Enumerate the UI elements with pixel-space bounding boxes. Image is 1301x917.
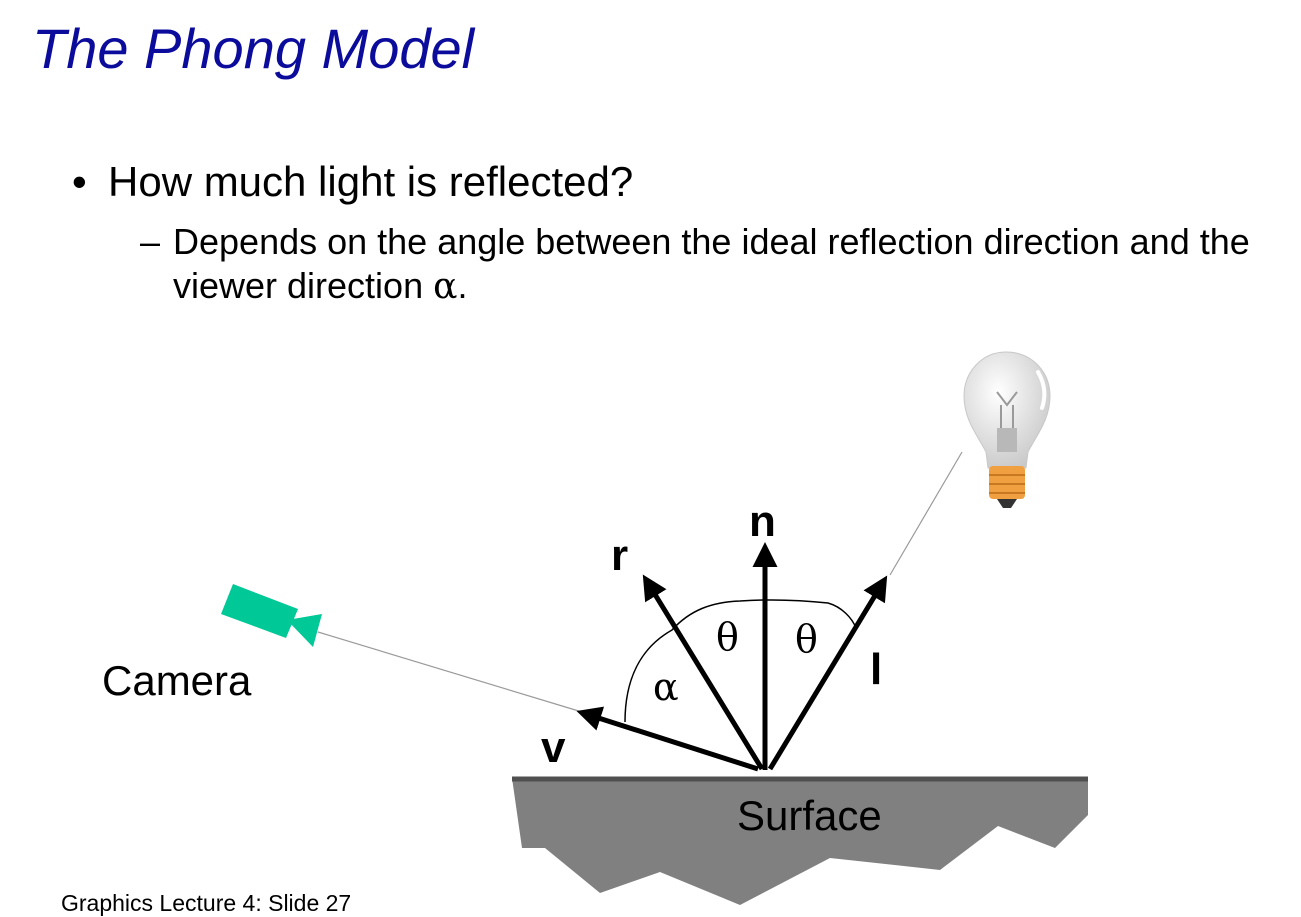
surface-label: Surface (737, 792, 882, 839)
surface (512, 778, 1088, 905)
sub-bullet-text: Depends on the angle between the ideal reflection direction and the viewer direction (173, 221, 1250, 306)
bullet-text: How much light is reflected? (108, 158, 634, 205)
camera-icon (221, 584, 322, 647)
reflection-label: r (611, 531, 629, 580)
light-bulb-icon (964, 352, 1050, 508)
theta-left-label: θ (716, 615, 739, 659)
view-ray (318, 632, 582, 712)
alpha-label: α (653, 665, 679, 709)
normal-label: n (749, 497, 776, 546)
light-arrow (770, 584, 882, 769)
slide-footer: Graphics Lecture 4: Slide 27 (61, 890, 352, 916)
slide-title: The Phong Model (32, 17, 475, 80)
sub-bullet-alpha-symbol: α (433, 266, 458, 307)
light-ray (890, 452, 962, 575)
sub-bullet-period: . (457, 265, 468, 306)
bullet-marker: • (72, 158, 87, 205)
camera-label: Camera (102, 657, 252, 704)
theta-right-label: θ (795, 617, 818, 661)
sub-bullet-marker: – (140, 221, 161, 262)
light-label: l (870, 645, 883, 694)
viewer-label: v (541, 723, 566, 772)
